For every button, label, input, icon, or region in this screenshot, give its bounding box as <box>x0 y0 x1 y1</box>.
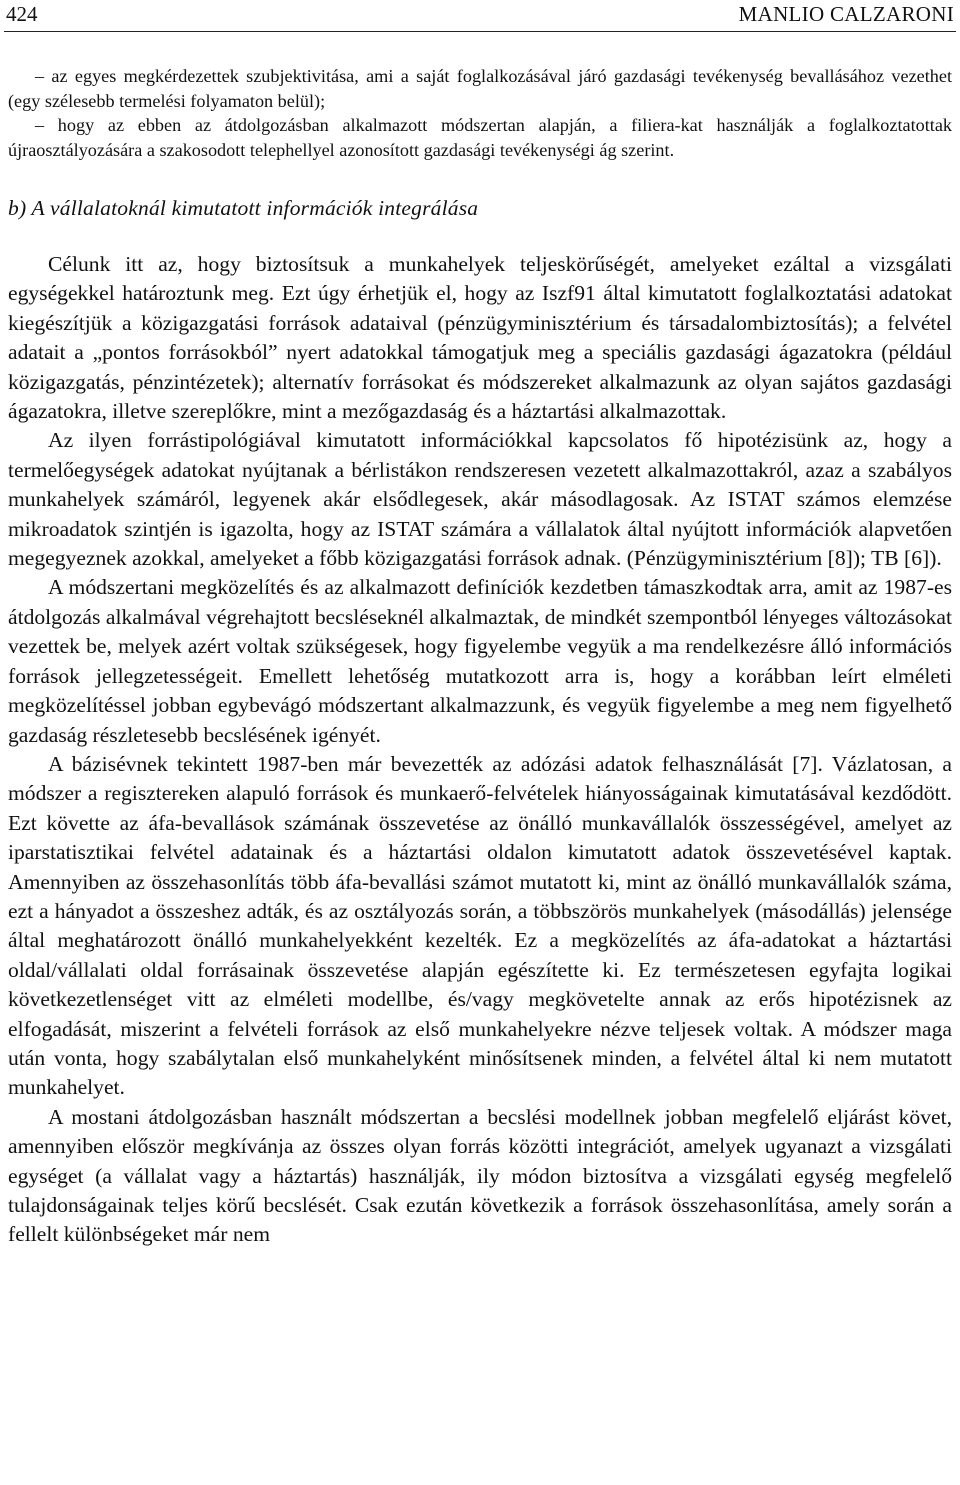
paragraph: A bázisévnek tekintett 1987-ben már bevezették az adózási adatok felhasználását [7]. Vázlatosan, a módszer a regisztereken alapuló források és munkaerő-felvételek hiányosságainak kimutatásával kezdődött. Ezt követte az áfa-bevallások számának összevetése az önálló munkavállalók összességével, amelyet az iparstatisztikai felvétel adatainak és a háztartási oldalon kimutatott adatok összevetésével kaptak. Amennyiben az összehasonlítás több áfa-bevallási számot mutatott ki, mint az önálló munkavállalók száma, ezt a hányadot a összeshez adták, és az osztályozás során, a többszörös munkahelyek (másodállás) jelensége által meghatározott önálló munkahelyekként kezelték. Ez a megközelítés az áfa-adatokat a háztartási oldal/vállalati oldal forrásainak összevetése alapján egészítette ki. Ez természetesen egyfajta logikai következetlenséget vitt az elméleti modellbe, és/vagy megkövetelte annak az erős hipotézisnek az elfogadását, miszerint a felvételi források az első munkahelyekre nézve teljesek voltak. A módszer maga után vonta, hogy szabálytalan első munkahelyként minősítsenek minden, a felvétel által ki nem mutatott munkahelyet. <box>8 751 952 1100</box>
body-text <box>8 250 952 1250</box>
paragraph: Célunk itt az, hogy biztosítsuk a munkahelyek teljeskörűségét, amelyeket ezáltal a vizsgálati egységekkel határoztunk meg. Ezt úgy érhetjük el, hogy az Iszf91 által kimutatott foglalkoztatási adatokat kiegészítjük a közigazgatási források adataival (pénzügyminisztérium és társadalombiztosítás); a felvétel adatait a „pontos forrásokból” nyert adatokkal támogatjuk meg a speciális gazdasági ágazatokra (például közigazgatás, pénzintézetek); alternatív forrásokat és módszereket alkalmazunk az olyan sajátos gazdasági ágazatokra, illetve szereplőkre, mint a mezőgazdaság és a háztartási alkalmazottak. <box>8 252 952 424</box>
paragraph: A módszertani megközelítés és az alkalmazott definíciók kezdetben támaszkodtak arra, amit az 1987-es átdolgozás alkalmával végrehajtott becsléseknél alkalmaztak, de mindkét szempontból lényeges változásokat vezettek be, melyek azért voltak szükségesek, hogy figyelembe vegyük a ma rendelkezésre álló információs források jellegzetességeit. Emellett lehetőség mutatkozott arra is, hogy a korábban leírt elméleti megközelítéssel jobban egybevágó módszertant alkalmazzunk, és vegyük figyelembe a meg nem figyelhető gazdaság részletesebb becslésének igényét. <box>8 575 952 747</box>
page-header <box>6 2 954 28</box>
list-item: – hogy az ebben az átdolgozásban alkalmazott módszertan alapján, a filiera-kat használják a foglalkoztatottak újraosztályozására a szakosodott telephellyel azonosított gazdasági tevékenységi ág szerint. <box>8 115 952 160</box>
header-rule <box>4 31 956 32</box>
paragraph: Az ilyen forrástipológiával kimutatott információkkal kapcsolatos fő hipotézisünk az, hogy a termelőegységek adatokat nyújtanak a bérlistákon rendszeresen vezetett alkalmazottakról, azaz a szabályos munkahelyek számáról, legyenek akár elsődlegesek, akár másodlagosak. Az ISTAT számos elemzése mikroadatok szintjén is igazolta, hogy az ISTAT számára a vállalatok által nyújtott információk alapvetően megegyeznek azokkal, amelyeket a főbb közigazgatási források adnak. (Pénzügyminisztérium [8]); TB [6]). <box>8 428 952 571</box>
section-heading: b) A vállalatoknál kimutatott információk integrálása <box>8 196 479 220</box>
running-title: MANLIO CALZARONI <box>738 2 954 26</box>
page-number: 424 <box>6 2 38 26</box>
list-item: – az egyes megkérdezettek szubjektivitása, ami a saját foglalkozásával járó gazdasági tevékenység bevallásához vezethet (egy szélesebb termelési folyamaton belül); <box>8 66 952 111</box>
paragraph: A mostani átdolgozásban használt módszertan a becslési modellnek jobban megfelelő eljárást követ, amennyiben először megkívánja az összes olyan forrás közötti integrációt, amelyek ugyanazt a vizsgálati egységet (a vállalat vagy a háztartás) használják, ily módon biztosítva a vizsgálati egység megfelelő tulajdonságainak teljes körű becslését. Csak ezután következik a források összehasonlítása, amely során a fellelt különbségeket már nem <box>8 1104 952 1247</box>
dash-list <box>8 64 952 162</box>
